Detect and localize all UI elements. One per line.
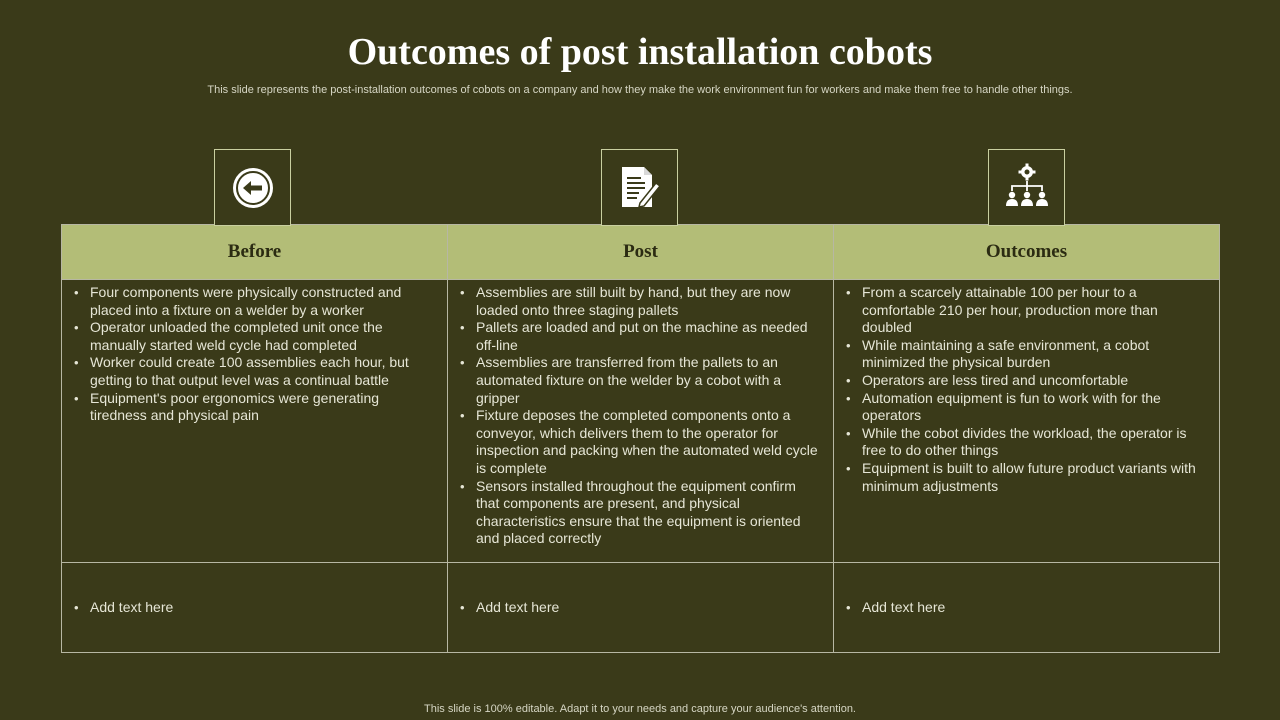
table-header-row [62, 225, 1220, 280]
back-arrow-icon [231, 166, 275, 210]
column-header-before: Before [62, 225, 448, 280]
slide-title: Outcomes of post installation cobots [347, 31, 933, 73]
list-item: • While maintaining a safe environment, a cobot minimized the physical burden [862, 337, 1205, 372]
table-body-row [62, 280, 1220, 563]
post-icon-box [601, 149, 678, 226]
list-item: • Equipment's poor ergonomics were generating tiredness and physical pain [90, 390, 433, 425]
post-footer-list [448, 599, 833, 617]
post-cell [448, 280, 834, 563]
outcomes-footer-cell [834, 563, 1220, 653]
list-item: • While the cobot divides the workload, the operator is free to do other things [862, 425, 1205, 460]
list-item: • From a scarcely attainable 100 per hour to a comfortable 210 per hour, production more than doubled [862, 284, 1205, 337]
placeholder-text[interactable]: • Add text here [90, 599, 433, 617]
list-item: • Operator unloaded the completed unit once the manually started weld cycle had completed [90, 319, 433, 354]
list-item: • Worker could create 100 assemblies each hour, but getting to that output level was a continual battle [90, 354, 433, 389]
outcomes-bullet-list [834, 280, 1219, 495]
before-footer-cell [62, 563, 448, 653]
list-item: • Automation equipment is fun to work with for the operators [862, 390, 1205, 425]
outcomes-footer-list [834, 599, 1219, 617]
outcomes-table [61, 224, 1220, 653]
before-footer-list [62, 599, 447, 617]
before-bullet-list [62, 280, 447, 425]
placeholder-text[interactable]: • Add text here [476, 599, 819, 617]
list-item: • Four components were physically constructed and placed into a fixture on a welder by a worker [90, 284, 433, 319]
column-header-post: Post [448, 225, 834, 280]
team-hierarchy-icon [1002, 163, 1052, 213]
slide-footer-note: This slide is 100% editable. Adapt it to your needs and capture your audience's attention. [424, 703, 856, 715]
post-bullet-list [448, 280, 833, 548]
list-item: • Fixture deposes the completed components onto a conveyor, which delivers them to the operator for inspection and packing when the automated weld cycle is complete [476, 407, 819, 477]
before-cell [62, 280, 448, 563]
list-item: • Sensors installed throughout the equipment confirm that components are present, and physical characteristics ensure that the equipment is oriented and placed correctly [476, 478, 819, 548]
list-item: • Assemblies are transferred from the pallets to an automated fixture on the welder by a cobot with a gripper [476, 354, 819, 407]
list-item: • Equipment is built to allow future product variants with minimum adjustments [862, 460, 1205, 495]
column-header-outcomes: Outcomes [834, 225, 1220, 280]
slide-subtitle: This slide represents the post-installation outcomes of cobots on a company and how they make the work environment fun for workers and make them free to handle other things. [207, 84, 1073, 96]
post-footer-cell [448, 563, 834, 653]
outcomes-cell [834, 280, 1220, 563]
list-item: • Pallets are loaded and put on the machine as needed off-line [476, 319, 819, 354]
before-icon-box [214, 149, 291, 226]
document-pen-icon [618, 165, 662, 211]
table-footer-row [62, 563, 1220, 653]
list-item: • Assemblies are still built by hand, but they are now loaded onto three staging pallets [476, 284, 819, 319]
outcomes-icon-box [988, 149, 1065, 226]
list-item: • Operators are less tired and uncomfortable [862, 372, 1205, 390]
placeholder-text[interactable]: • Add text here [862, 599, 1205, 617]
